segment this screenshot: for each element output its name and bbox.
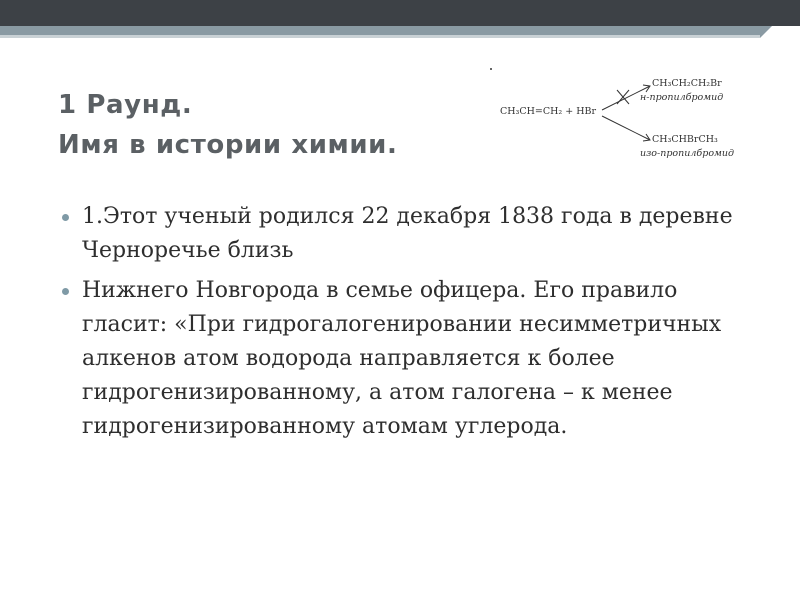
title-line-2: Имя в истории химии. (58, 130, 398, 160)
product-2-formula: CH₃CHBrCH₃ (652, 134, 718, 145)
bullet-text: Нижнего Новгорода в семье офицера. Его правило гласит: «При гидрогалогенировании несимметричных алкенов атом водорода направляется к более гидрогенизированному, а атом галогена – к менее гидрогенизированному атомам углерода. (82, 278, 722, 439)
bullet-dot-icon (62, 288, 69, 295)
bullet-item (62, 274, 762, 444)
product-1-formula: CH₃CH₂CH₂Br (652, 78, 722, 89)
bullet-text: 1.Этот ученый родился 22 декабря 1838 года в деревне Черноречье близь (82, 204, 733, 263)
bullet-list (62, 200, 762, 450)
slide-title (58, 85, 397, 165)
bullet-dot-icon (62, 214, 69, 221)
reaction-scheme (490, 60, 770, 170)
product-2-name: изо-пропилбромид (640, 148, 735, 159)
reactant-formula: CH₃CH=CH₂ + HBr (500, 106, 597, 117)
product-1-name: н-пропилбромид (640, 92, 724, 103)
corner-ornament (760, 26, 800, 38)
scheme-dot (490, 68, 492, 70)
title-line-1: 1 Раунд. (58, 90, 193, 120)
arrow-to-product-2 (602, 116, 650, 140)
header-accent-line (0, 35, 800, 38)
bullet-item (62, 200, 762, 268)
header-bar (0, 0, 800, 26)
header-accent-bar (0, 26, 800, 35)
